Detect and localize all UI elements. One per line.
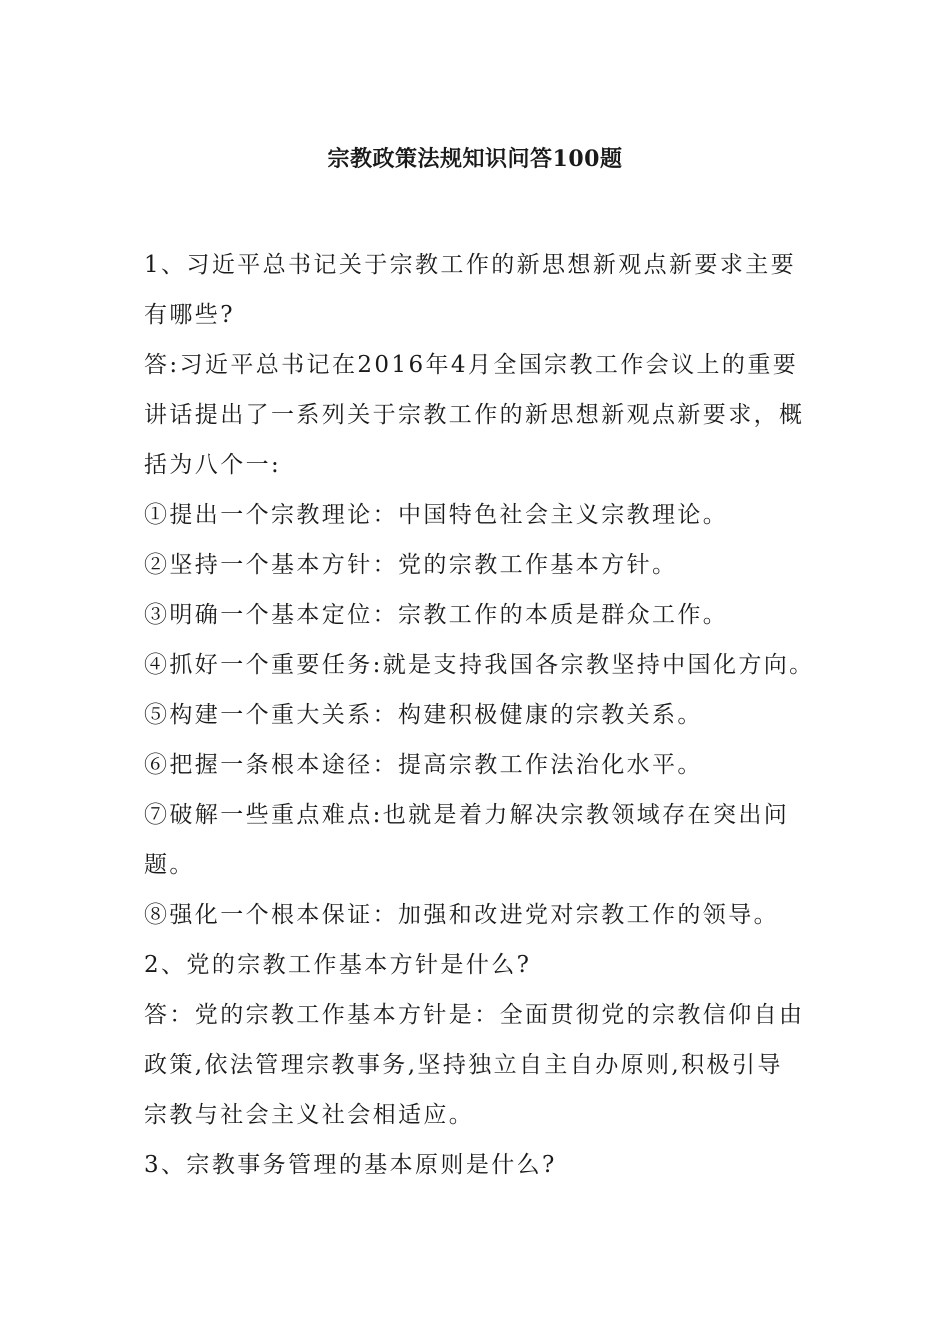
text-line: ⑦破解一些重点难点:也就是着力解决宗教领域存在突出问 [144,802,790,828]
text-line: ④抓好一个重要任务:就是支持我国各宗教坚持中国化方向。 [144,652,815,678]
text-line: 政策,依法管理宗教事务,坚持独立自主自办原则,积极引导 [144,1052,783,1078]
text-line: ①提出一个宗教理论：中国特色社会主义宗教理论。 [144,502,729,528]
text-line: ⑥把握一条根本途径：提高宗教工作法治化水平。 [144,752,703,778]
text-line: 讲话提出了一系列关于宗教工作的新思想新观点新要求，概 [144,402,805,428]
text-line: ②坚持一个基本方针：党的宗教工作基本方针。 [144,552,678,578]
text-line: 答：党的宗教工作基本方针是：全面贯彻党的宗教信仰自由 [144,1002,805,1028]
text-line: 1、习近平总书记关于宗教工作的新思想新观点新要求主要 [144,252,797,278]
text-line: ⑧强化一个根本保证：加强和改进党对宗教工作的领导。 [144,902,779,928]
text-line: 括为八个一: [144,452,282,478]
text-line: 有哪些? [144,302,235,328]
text-line: 题。 [144,852,195,878]
text-line: 2、党的宗教工作基本方针是什么? [144,952,532,978]
document-title: 宗教政策法规知识问答100题 [327,146,623,172]
document-body [144,240,844,1190]
text-line: 宗教与社会主义社会相适应。 [144,1102,475,1128]
text-line: 答:习近平总书记在2016年4月全国宗教工作会议上的重要 [144,352,799,378]
text-line: ③明确一个基本定位：宗教工作的本质是群众工作。 [144,602,729,628]
text-line: ⑤构建一个重大关系：构建积极健康的宗教关系。 [144,702,703,728]
text-line: 3、宗教事务管理的基本原则是什么? [144,1152,557,1178]
